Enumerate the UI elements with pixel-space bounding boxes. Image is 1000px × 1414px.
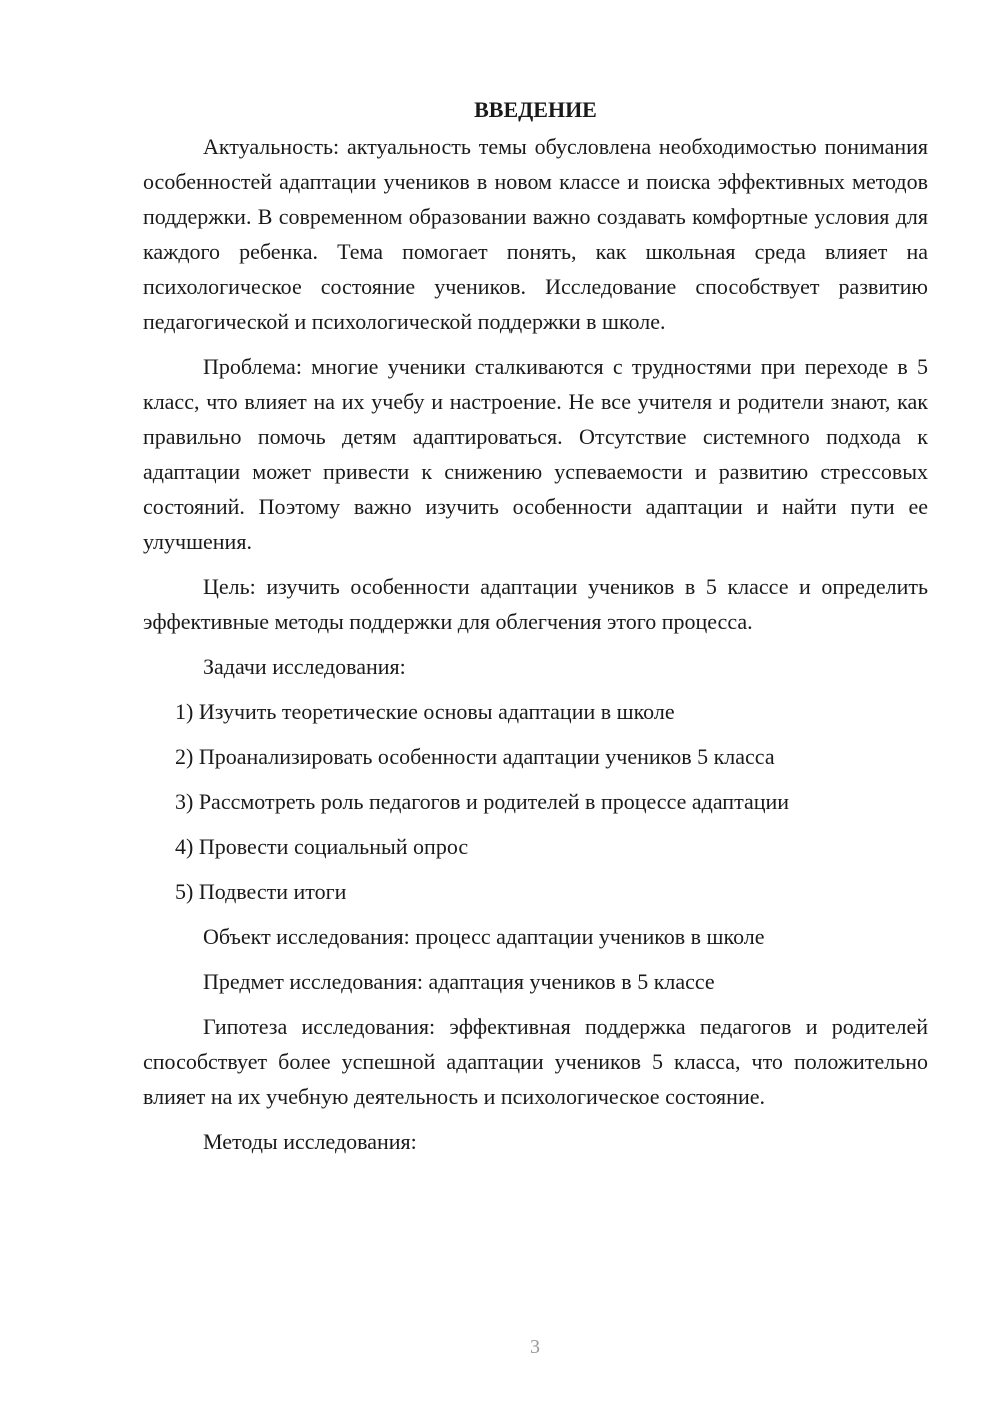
task-item: 1) Изучить теоретические основы адаптации в школе	[175, 699, 675, 724]
problem-paragraph: Проблема: многие ученики сталкиваются с трудностями при переходе в 5 класс, что влияет на их учебу и настроение. Не все учителя и родители знают, как правильно помочь детям адаптироваться. Отсутствие системного подхода к адаптации может привести к снижению успеваемости и развитию стрессовых состояний. Поэтому важно изучить особенности адаптации и найти пути ее улучшения.	[143, 354, 928, 554]
goal-paragraph: Цель: изучить особенности адаптации учеников в 5 классе и определить эффективные методы поддержки для облегчения этого процесса.	[143, 574, 928, 634]
methods-title: Методы исследования:	[203, 1129, 417, 1154]
task-item: 4) Провести социальный опрос	[175, 834, 469, 859]
task-item: 3) Рассмотреть роль педагогов и родителей в процессе адаптации	[175, 789, 790, 814]
tasks-list	[143, 694, 928, 909]
hypothesis-paragraph: Гипотеза исследования: эффективная поддержка педагогов и родителей способствует более успешной адаптации учеников 5 класса, что положительно влияет на их учебную деятельность и психологическое состояние.	[143, 1014, 928, 1109]
page-number: 3	[530, 1336, 540, 1358]
task-item: 2) Проанализировать особенности адаптации учеников 5 класса	[175, 744, 775, 769]
section-heading: ВВЕДЕНИЕ	[474, 97, 597, 122]
object-paragraph: Объект исследования: процесс адаптации учеников в школе	[203, 924, 765, 949]
subject-paragraph: Предмет исследования: адаптация учеников в 5 классе	[203, 969, 715, 994]
page-content	[143, 92, 928, 1169]
task-item: 5) Подвести итоги	[175, 879, 347, 904]
relevance-paragraph: Актуальность: актуальность темы обусловлена необходимостью понимания особенностей адаптации учеников в новом классе и поиска эффективных методов поддержки. В современном образовании важно создавать комфортные условия для каждого ребенка. Тема помогает понять, как школьная среда влияет на психологическое состояние учеников. Исследование способствует развитию педагогической и психологической поддержки в школе.	[143, 134, 928, 334]
tasks-title: Задачи исследования:	[203, 654, 406, 679]
